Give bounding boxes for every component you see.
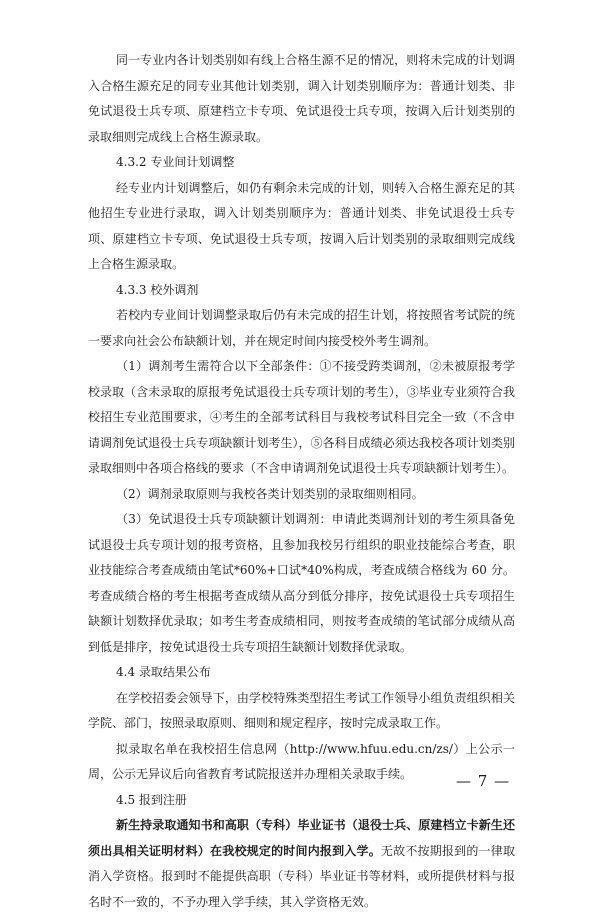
paragraph-6: （3）免试退役士兵专项缺额计划调剂：申请此类调剂计划的考生须具备免试退役士兵专项计划的报考资格，且参加我校另行组织的职业技能综合考查，职业技能综合考查成绩由笔试*60%+口试*40%构成，考查成绩合格线为 60 分。考查成绩合格的考生根据考查成绩从高分到低分排序，按免试退役士兵专项招生缺额计划数择优录取；如考生考查成绩相同，则按考查成绩的笔试部分成绩从高到低是排序，按免试退役士兵专项招生缺额计划数择优录取。 <box>88 512 515 654</box>
section-heading-4-5: 4.5 报到注册 <box>116 792 187 807</box>
section-heading-4-4: 4.4 录取结果公布 <box>116 665 211 679</box>
paragraph-9-bold-lead: 新生持录取通知书和高职（专科）毕业证书（退役士兵、原建档立卡新生还须出具相关证明材料）在我校规定的时间内报到入学。 <box>88 818 515 858</box>
page-number: — 7 — <box>456 772 511 790</box>
paragraph-9 <box>88 813 515 915</box>
section-heading-4-3-2: 4.3.2 专业间计划调整 <box>116 155 235 169</box>
paragraph-8: 拟录取名单在我校招生信息网（http://www.hfuu.edu.cn/zs/）上公示一周，公示无异议后向省教育考试院报送并办理相关录取手续。 <box>88 741 515 781</box>
paragraph-1: 同一专业内各计划类别如有线上合格生源不足的情况，则将未完成的计划调入合格生源充足的同专业其他计划类别，调入计划类别顺序为：普通计划类、非免试退役士兵专项、原建档立卡专项、免试退役士兵专项，按调入后计划类别的录取细则完成线上合格生源录取。 <box>88 53 515 144</box>
document-page <box>88 48 515 915</box>
paragraph-2: 经专业内计划调整后，如仍有剩余未完成的计划，则转入合格生源充足的其他招生专业进行录取，调入计划类别顺序为：普通计划类、非免试退役士兵专项、原建档立卡专项、免试退役士兵专项，按调入后计划类别的录取细则完成线上合格生源录取。 <box>88 180 515 271</box>
paragraph-9-rest: 无故不按期报到的一律取消入学资格。报到时不能提供高职（专科）毕业证书等材料，或所提供材料与报名时不一致的，不予办理入学手续，其入学资格无效。 <box>88 843 515 909</box>
paragraph-4: （1）调剂考生需符合以下全部条件：①不接受跨类调剂，②未被原报考学校录取（含未录取的原报考免试退役士兵专项计划的考生），③毕业专业须符合我校招生专业范围要求，④考生的全部考试科目与我校考试科目完全一致（不含申请调剂免试退役士兵专项缺额计划考生），⑤各科目成绩必须达我校各项计划类别录取细则中各项合格线的要求（不含申请调剂免试退役士兵专项缺额计划考生）。 <box>88 359 515 475</box>
section-heading-4-3-3: 4.3.3 校外调剂 <box>116 282 199 297</box>
paragraph-7: 在学校招委会领导下，由学校特殊类型招生考试工作领导小组负责组织相关学院、部门，按照录取原则、细则和规定程序，按时完成录取工作。 <box>88 690 515 730</box>
paragraph-5: （2）调剂录取原则与我校各类计划类别的录取细则相同。 <box>116 486 424 501</box>
paragraph-3: 若校内专业间计划调整录取后仍有未完成的招生计划，将按照省考试院的统一要求向社会公布缺额计划，并在规定时间内接受校外考生调剂。 <box>88 308 515 348</box>
